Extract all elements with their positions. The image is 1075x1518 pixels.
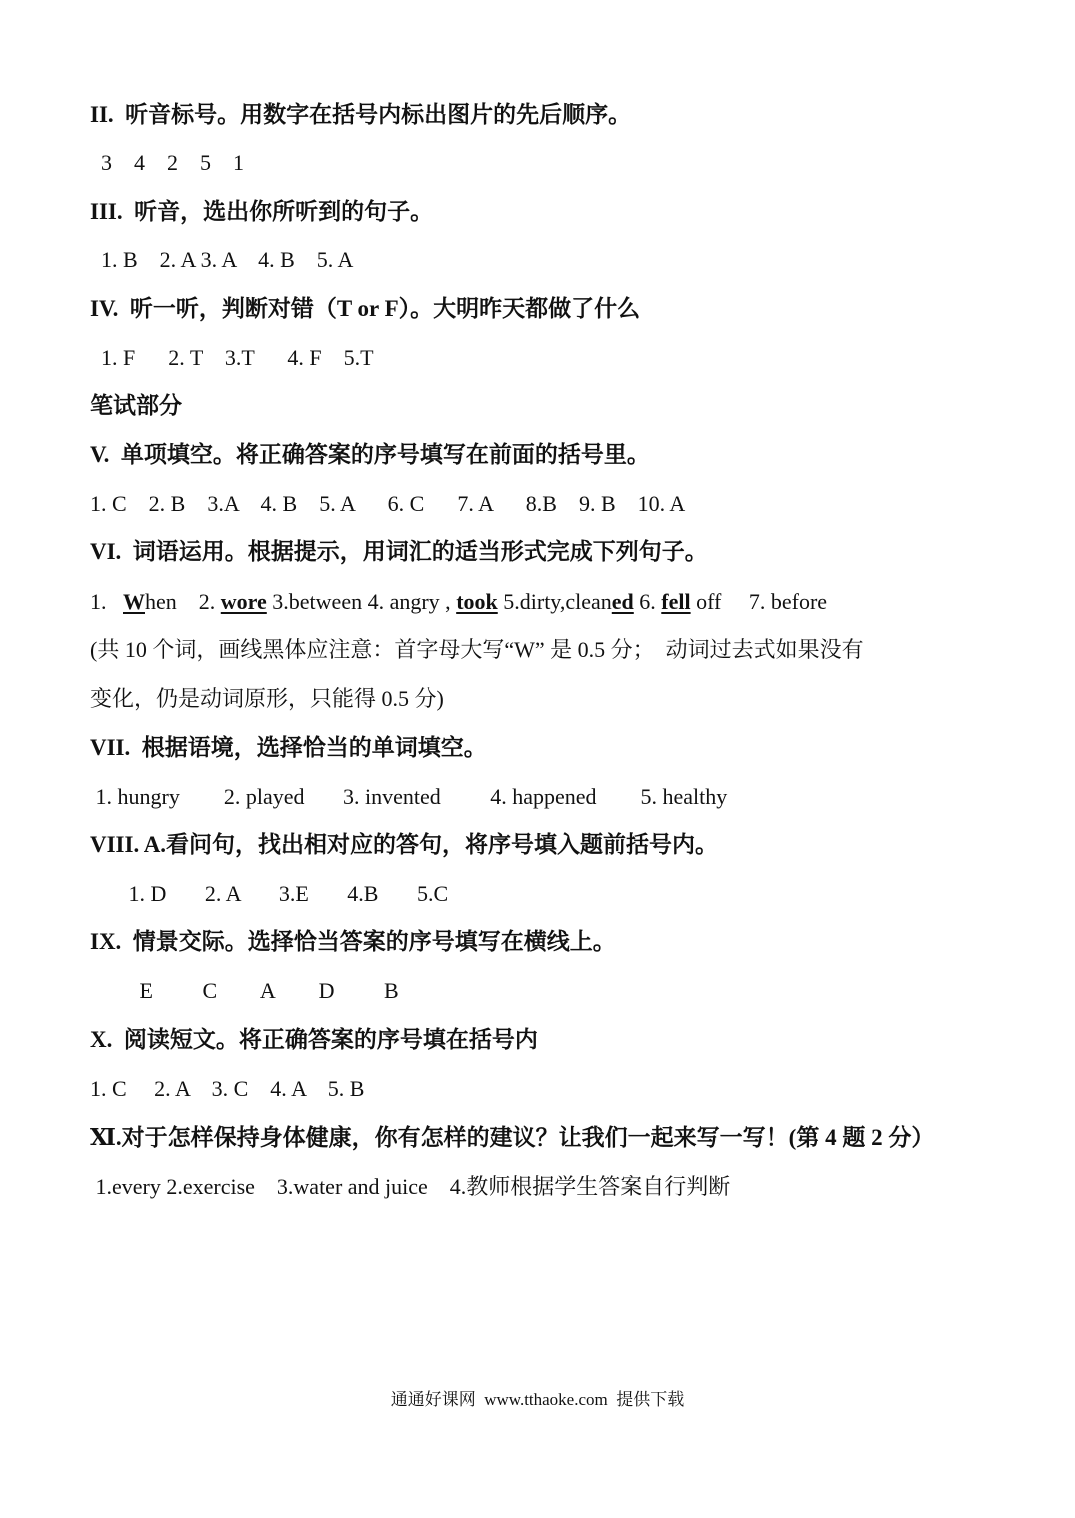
section-8-heading: VIII. A.看问句，找出相对应的答句，将序号填入题前括号内。 [90,832,719,857]
section-7-heading: VII. 根据语境，选择恰当的单词填空。 [90,735,487,760]
section-4-answers: 1. F 2. T 3.T 4. F 5.T [90,345,374,370]
underlined-answer: ed [611,589,634,614]
answer-text: off 7. before [690,589,828,614]
section-6-answers [90,587,827,617]
section-5-answers: 1. C 2. B 3.A 4. B 5. A 6. C 7. A 8.B 9. B 10. A [90,491,686,516]
answer-text: 1. [90,589,123,614]
section-11-answers: 1.every 2.exercise 3.water and juice 4.教师根据学生答案自行判断 [90,1174,731,1199]
section-7-answers: 1. hungry 2. played 3. invented 4. happened 5. healthy [90,784,728,809]
section-2-answers: 3 4 2 5 1 [90,150,244,175]
answer-text: hen 2. [145,589,221,614]
underlined-answer: wore [220,589,267,614]
section-5-heading: V. 单项填空。将正确答案的序号填写在前面的括号里。 [90,442,650,467]
section-9-answers: E C A D B [90,978,399,1003]
section-2-heading: II. 听音标号。用数字在括号内标出图片的先后顺序。 [90,102,632,127]
answer-text: 5.dirty,clean [497,589,612,614]
section-10-heading: X. 阅读短文。将正确答案的序号填在括号内 [90,1027,538,1052]
section-9-heading: IX. 情景交际。选择恰当答案的序号填写在横线上。 [90,929,616,954]
section-4-heading: IV. 听一听，判断对错（T or F）。大明昨天都做了什么 [90,296,641,321]
answer-text: 6. [633,589,662,614]
section-6-note-line-2: 变化，仍是动词原形，只能得 0.5 分) [90,686,444,711]
written-part-heading: 笔试部分 [90,393,182,418]
section-8-answers: 1. D 2. A 3.E 4.B 5.C [90,881,449,906]
section-6-note-line-1: (共 10 个词，画线黑体应注意：首字母大写“W” 是 0.5 分； 动词过去式如果没有 [90,637,864,662]
section-10-answers: 1. C 2. A 3. C 4. A 5. B [90,1076,365,1101]
answer-text: 3.between 4. angry , [266,589,457,614]
section-3-answers: 1. B 2. A 3. A 4. B 5. A [90,247,354,272]
section-6-heading: VI. 词语运用。根据提示，用词汇的适当形式完成下列句子。 [90,539,708,564]
underlined-answer: W [123,589,145,614]
underlined-answer: took [456,589,498,614]
section-3-heading: III. 听音，选出你所听到的句子。 [90,199,434,224]
underlined-answer: fell [661,589,691,614]
page-footer: 通通好课网 www.tthaoke.com 提供下载 [390,1390,685,1409]
section-11-heading: Ⅺ.对于怎样保持身体健康，你有怎样的建议？让我们一起来写一写！(第 4 题 2 分） [90,1125,935,1150]
